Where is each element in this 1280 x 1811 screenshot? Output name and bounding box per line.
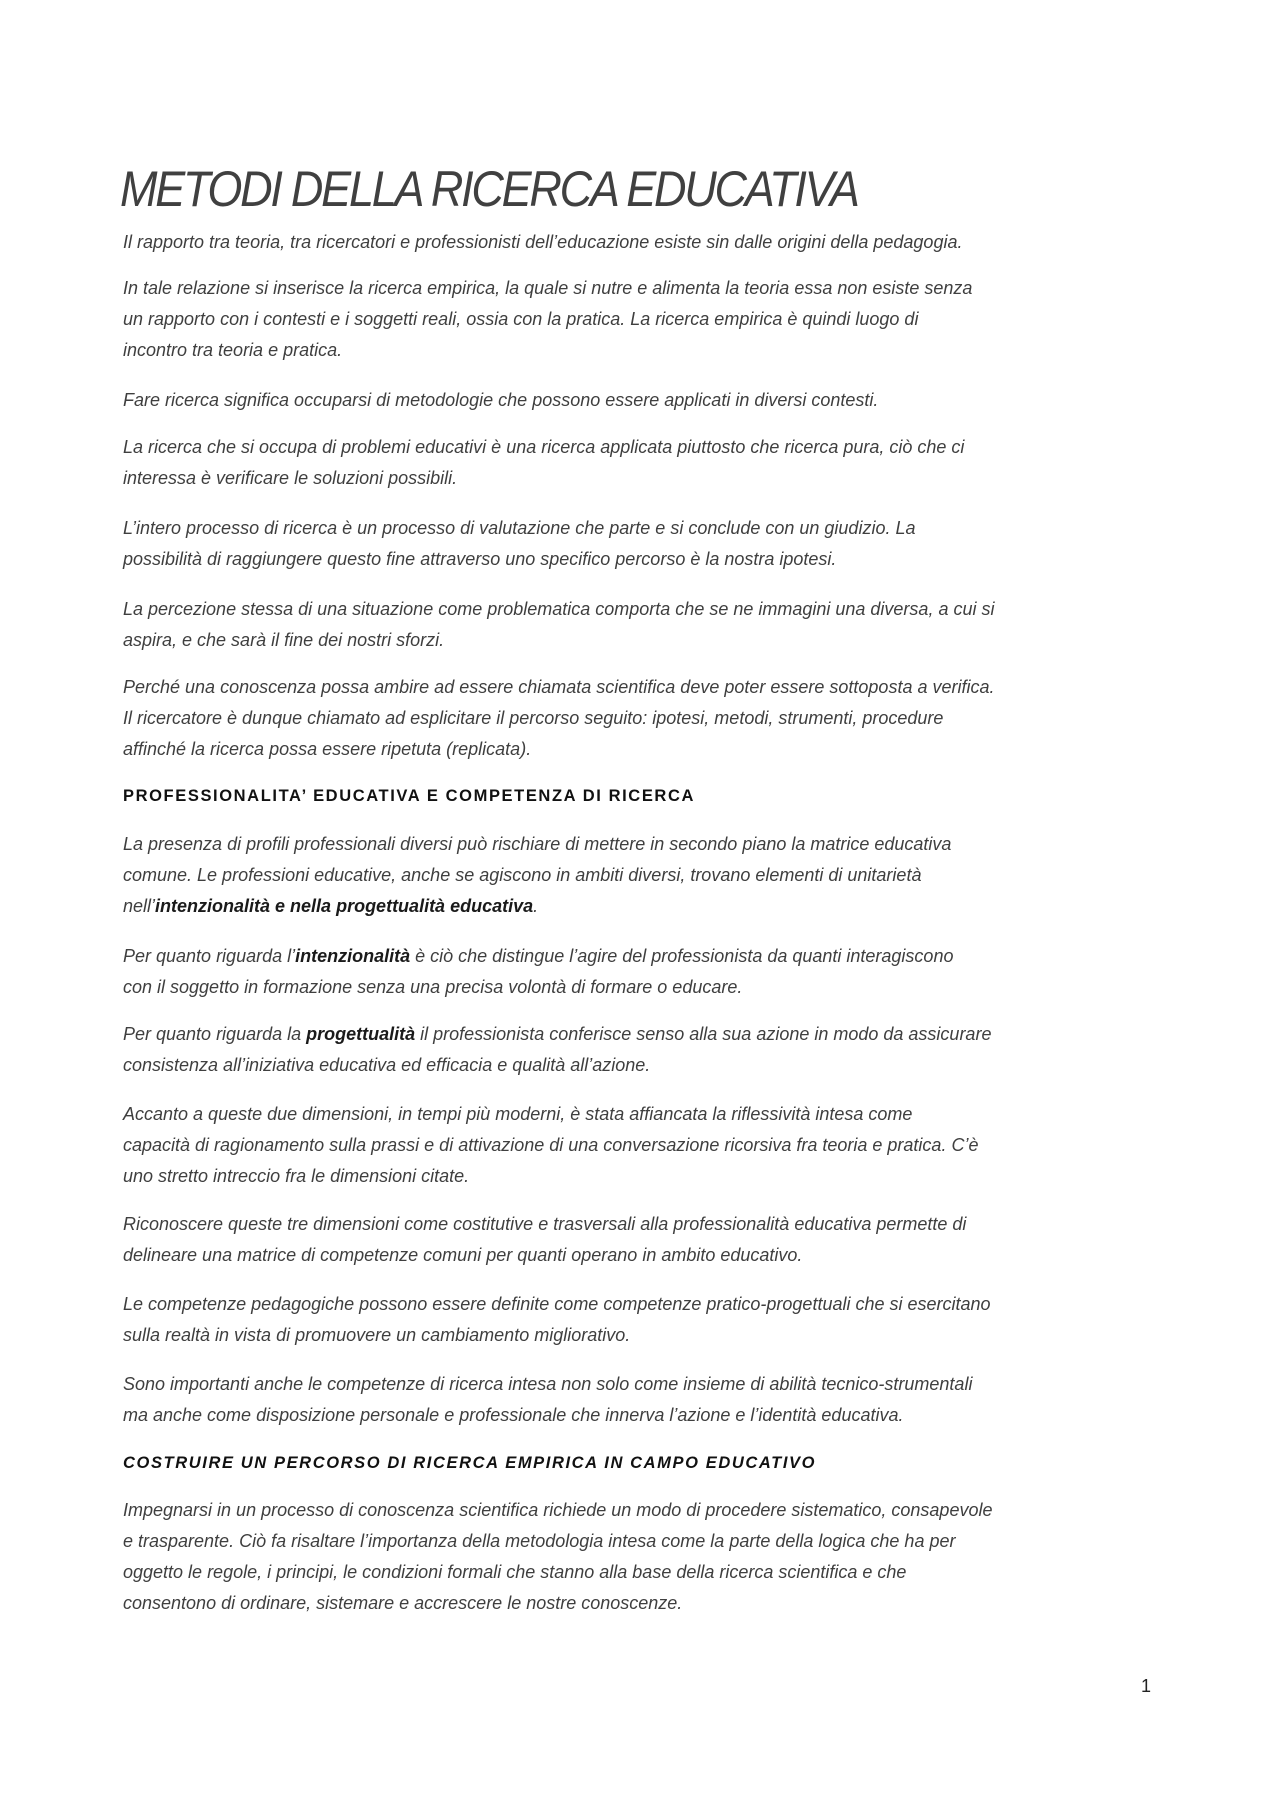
text-line: Perché una conoscenza possa ambire ad essere chiamata scientifica deve poter essere sottoposta a verifica.: [123, 677, 995, 697]
text-line: uno stretto intreccio fra le dimensioni citate.: [123, 1166, 470, 1186]
section-heading: COSTRUIRE UN PERCORSO DI RICERCA EMPIRICA IN CAMPO EDUCATIVO: [123, 1454, 817, 1472]
paragraph: [123, 273, 972, 366]
paragraph: [123, 1019, 991, 1081]
text-line: delineare una matrice di competenze comuni per quanti operano in ambito educativo.: [123, 1245, 803, 1265]
text-line: Sono importanti anche le competenze di ricerca intesa non solo come insieme di abilità tecnico-strumentali: [123, 1374, 973, 1394]
paragraph: [123, 672, 994, 765]
text-line: ma anche come disposizione personale e professionale che innerva l’azione e l’identità educativa.: [123, 1405, 904, 1425]
text-line: La presenza di profili professionali diversi può rischiare di mettere in secondo piano la matrice educativa: [123, 834, 952, 854]
text-line: Accanto a queste due dimensioni, in tempi più moderni, è stata affiancata la riflessività intesa come: [123, 1104, 913, 1124]
text-line: affinché la ricerca possa essere ripetuta (replicata).: [123, 739, 532, 759]
paragraph: [123, 432, 964, 494]
text-line: sulla realtà in vista di promuovere un cambiamento migliorativo.: [123, 1325, 631, 1345]
text-line: Le competenze pedagogiche possono essere definite come competenze pratico-progettuali che si esercitano: [123, 1294, 991, 1314]
paragraph: [123, 227, 962, 258]
text-line: Il ricercatore è dunque chiamato ad esplicitare il percorso seguito: ipotesi, metodi, strumenti, procedure: [123, 708, 944, 728]
paragraph: [123, 1289, 991, 1351]
bold-text: progettualità: [306, 1024, 416, 1044]
text-line: Il rapporto tra teoria, tra ricercatori e professionisti dell’educazione esiste sin dalle origini della pedagogia.: [123, 232, 963, 252]
text-line: [123, 1019, 991, 1050]
text-line: incontro tra teoria e pratica.: [123, 340, 343, 360]
text-segment: è ciò che distingue l’agire del professionista da quanti interagiscono: [410, 946, 954, 966]
text-segment: il professionista conferisce senso alla sua azione in modo da assicurare: [415, 1024, 992, 1044]
text-line: interessa è verificare le soluzioni possibili.: [123, 468, 458, 488]
bold-text: intenzionalità: [295, 946, 411, 966]
text-segment: Per quanto riguarda l’: [123, 946, 296, 966]
text-segment: nell’: [123, 896, 156, 916]
text-line: [123, 891, 951, 922]
text-line: possibilità di raggiungere questo fine attraverso uno specifico percorso è la nostra ipotesi.: [123, 549, 837, 569]
text-line: La ricerca che si occupa di problemi educativi è una ricerca applicata piuttosto che ricerca pura, ciò che ci: [123, 437, 965, 457]
document-title: METODI DELLA RICERCA EDUCATIVA: [120, 161, 858, 217]
text-segment: .: [533, 896, 539, 916]
text-line: comune. Le professioni educative, anche se agiscono in ambiti diversi, trovano elementi di unitarietà: [123, 865, 922, 885]
text-line: un rapporto con i contesti e i soggetti reali, ossia con la pratica. La ricerca empirica è quindi luogo di: [123, 309, 919, 329]
paragraph: [123, 829, 951, 922]
paragraph: [123, 513, 915, 575]
text-line: L’intero processo di ricerca è un processo di valutazione che parte e si conclude con un giudizio. La: [123, 518, 916, 538]
text-line: e trasparente. Ciò fa risaltare l’importanza della metodologia intesa come la parte della logica che ha per: [123, 1531, 956, 1551]
text-line: La percezione stessa di una situazione come problematica comporta che se ne immagini una diversa, a cui si: [123, 599, 995, 619]
paragraph: [123, 941, 953, 1003]
text-line: Riconoscere queste tre dimensioni come costitutive e trasversali alla professionalità educativa permette di: [123, 1214, 967, 1234]
text-line: Impegnarsi in un processo di conoscenza scientifica richiede un modo di procedere sistematico, consapevole: [123, 1500, 993, 1520]
text-line: capacità di ragionamento sulla prassi e di attivazione di una conversazione ricorsiva fra teoria e pratica. C’è: [123, 1135, 979, 1155]
bold-text: intenzionalità e nella progettualità educativa: [155, 896, 534, 916]
text-line: In tale relazione si inserisce la ricerca empirica, la quale si nutre e alimenta la teoria essa non esiste senza: [123, 278, 973, 298]
paragraph: [123, 1209, 966, 1271]
text-line: consentono di ordinare, sistemare e accrescere le nostre conoscenze.: [123, 1593, 683, 1613]
text-line: con il soggetto in formazione senza una precisa volontà di formare o educare.: [123, 977, 743, 997]
page-number: 1: [1141, 1676, 1152, 1696]
paragraph: [123, 1495, 992, 1619]
text-line: aspira, e che sarà il fine dei nostri sforzi.: [123, 630, 445, 650]
paragraph: [123, 385, 878, 416]
text-line: oggetto le regole, i principi, le condizioni formali che stanno alla base della ricerca scientifica e che: [123, 1562, 907, 1582]
paragraph: [123, 1369, 972, 1431]
paragraph: [123, 594, 994, 656]
text-line: Fare ricerca significa occuparsi di metodologie che possono essere applicati in diversi contesti.: [123, 390, 879, 410]
text-line: consistenza all’iniziativa educativa ed efficacia e qualità all’azione.: [123, 1055, 651, 1075]
section-heading: PROFESSIONALITA’ EDUCATIVA E COMPETENZA DI RICERCA: [123, 787, 695, 805]
text-line: [123, 941, 953, 972]
text-segment: Per quanto riguarda la: [123, 1024, 307, 1044]
paragraph: [123, 1099, 978, 1192]
